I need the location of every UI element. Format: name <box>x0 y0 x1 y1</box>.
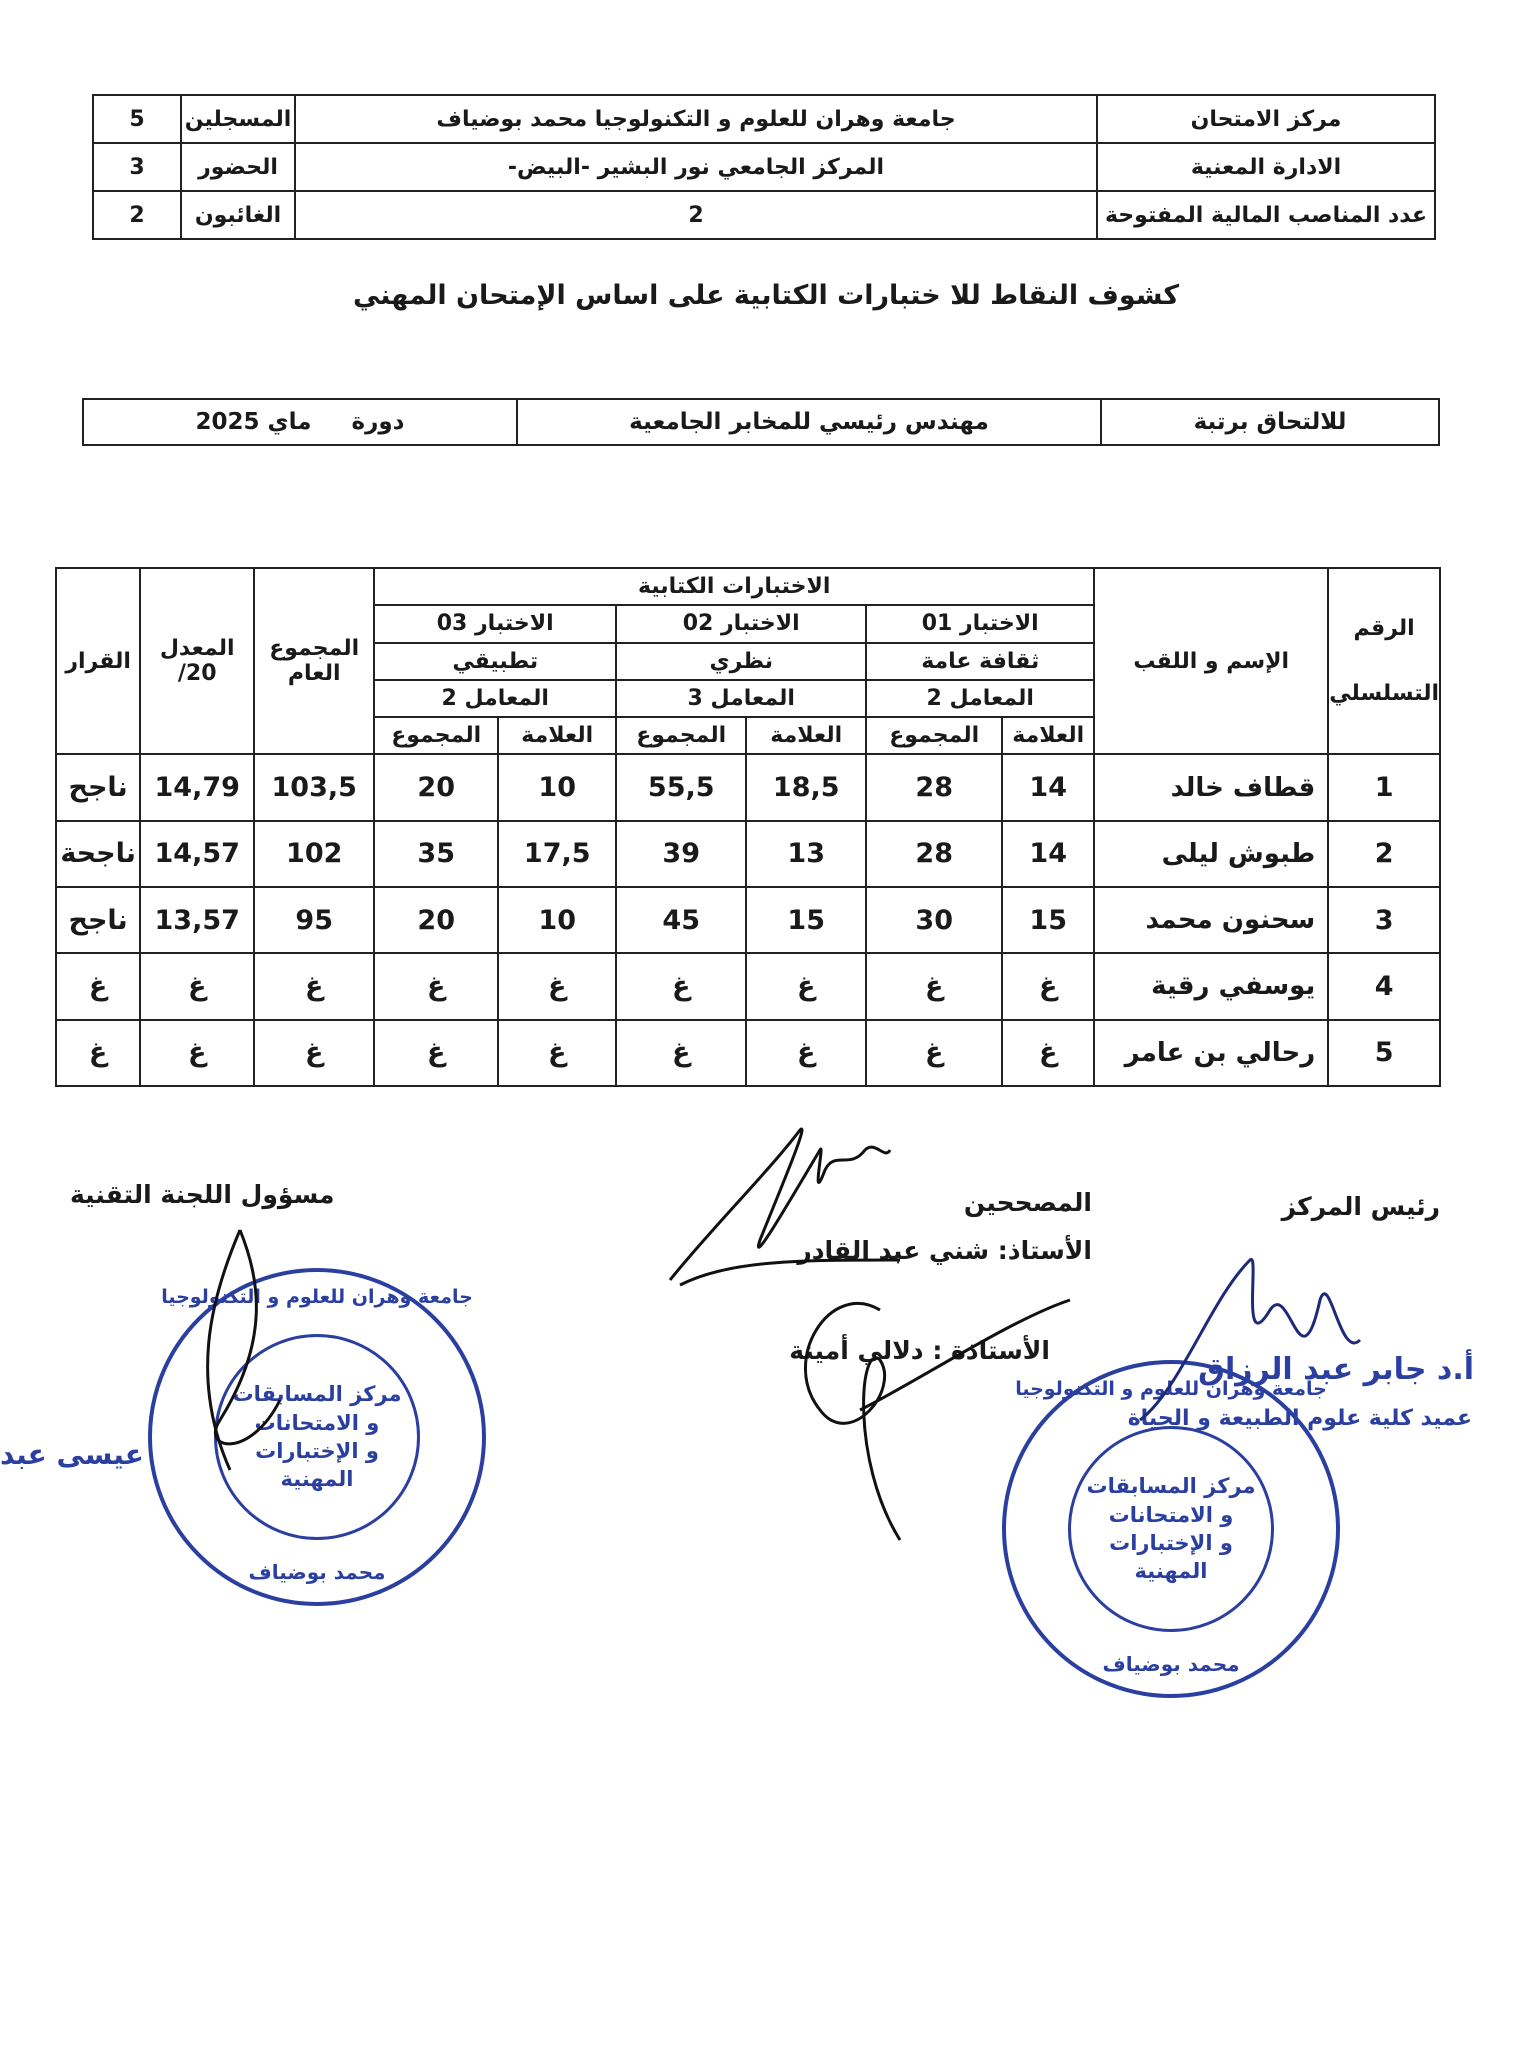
seal-line3: و الإختبارات <box>1109 1531 1233 1555</box>
table-row <box>56 953 1440 1019</box>
row-test3-mark: 10 <box>498 754 616 820</box>
row-grand-total: 103,5 <box>254 754 374 820</box>
row-grand-total: غ <box>254 953 374 1019</box>
seal-line1: مركز المسابقات <box>1086 1474 1256 1499</box>
row-name: قطاف خالد <box>1094 754 1328 820</box>
row-test2-total: 55,5 <box>616 754 746 820</box>
row-decision: غ <box>56 1020 140 1086</box>
seal-line4: المهنية <box>1134 1559 1208 1584</box>
test1-subject: ثقافة عامة <box>866 643 1094 680</box>
seal-line4: المهنية <box>280 1467 354 1492</box>
corrector2-name: الأستاذة : دلالي أمينة <box>789 1336 1050 1365</box>
row-test3-total: غ <box>374 953 498 1019</box>
serial-header <box>1328 568 1440 754</box>
row-test2-mark: غ <box>746 1020 866 1086</box>
session-value: ماي 2025 <box>195 409 312 435</box>
row-test2-total: 39 <box>616 821 746 887</box>
serial-header-line2: التسلسلي <box>1329 681 1439 707</box>
seal-line3: و الإختبارات <box>255 1439 379 1463</box>
row-test3-mark: 17,5 <box>498 821 616 887</box>
row-grand-total: 95 <box>254 887 374 953</box>
row-test3-total: 35 <box>374 821 498 887</box>
grade-table <box>82 398 1440 446</box>
average-header-line1: المعدل <box>159 636 235 662</box>
test2-mark-header: العلامة <box>746 717 866 754</box>
center-head-label: رئيس المركز <box>1281 1192 1440 1221</box>
test3-subject: تطبيقي <box>374 643 616 680</box>
grade-value: مهندس رئيسي للمخابر الجامعية <box>517 399 1101 445</box>
grand-total-header-line1: المجموع <box>269 636 360 662</box>
signature-corrector2 <box>760 1240 1080 1570</box>
average-header-line2: 20/ <box>177 661 217 687</box>
seal-line1: مركز المسابقات <box>232 1382 402 1407</box>
row-test1-mark: 14 <box>1002 754 1094 820</box>
row-test2-total: غ <box>616 953 746 1019</box>
row-decision: غ <box>56 953 140 1019</box>
row-average: 13,57 <box>140 887 254 953</box>
row-test3-mark: 10 <box>498 887 616 953</box>
registered-value: 5 <box>93 95 181 143</box>
row-test3-total: 20 <box>374 754 498 820</box>
present-label: الحضور <box>181 143 295 191</box>
table-row <box>56 754 1440 820</box>
row-serial: 2 <box>1328 821 1440 887</box>
signature-center-head <box>1120 1240 1380 1440</box>
row-test3-total: غ <box>374 1020 498 1086</box>
row-name: سحنون محمد <box>1094 887 1328 953</box>
registered-label: المسجلين <box>181 95 295 143</box>
row-test2-mark: غ <box>746 953 866 1019</box>
test3-total-header: المجموع <box>374 717 498 754</box>
row-serial: 5 <box>1328 1020 1440 1086</box>
test3-mark-header: العلامة <box>498 717 616 754</box>
row-average: 14,57 <box>140 821 254 887</box>
results-table <box>55 567 1441 1087</box>
row-test2-total: 45 <box>616 887 746 953</box>
row-test1-mark: 14 <box>1002 821 1094 887</box>
positions-value: 2 <box>295 191 1097 239</box>
table-row <box>56 887 1440 953</box>
row-test3-mark: غ <box>498 953 616 1019</box>
row-serial: 3 <box>1328 887 1440 953</box>
correctors-label: المصححين <box>963 1188 1092 1217</box>
row-test2-mark: 13 <box>746 821 866 887</box>
table-row <box>56 1020 1440 1086</box>
info-row-admin <box>93 143 1435 191</box>
row-test1-mark: غ <box>1002 953 1094 1019</box>
test3-header: الاختبار 03 <box>374 605 616 642</box>
absent-label: الغائبون <box>181 191 295 239</box>
row-serial: 4 <box>1328 953 1440 1019</box>
exam-center-value: جامعة وهران للعلوم و التكنولوجيا محمد بوضياف <box>295 95 1097 143</box>
row-name: يوسفي رقية <box>1094 953 1328 1019</box>
decision-header: القرار <box>56 568 140 754</box>
grade-label: للالتحاق برتبة <box>1101 399 1439 445</box>
row-test1-total: 28 <box>866 821 1002 887</box>
seal-rim-bottom: محمد بوضياف <box>248 1560 386 1584</box>
row-test2-mark: 18,5 <box>746 754 866 820</box>
row-average: غ <box>140 953 254 1019</box>
seal-inner-ring <box>1068 1426 1274 1632</box>
document-title: كشوف النقاط للا ختبارات الكتابية على اساس الإمتحان المهني <box>352 280 1180 311</box>
row-test1-total: غ <box>866 953 1002 1019</box>
session-label: دورة <box>351 409 405 435</box>
test3-coef: المعامل 2 <box>374 680 616 717</box>
stamp-text-left: عيسى عبد <box>0 1438 144 1471</box>
row-test1-total: غ <box>866 1020 1002 1086</box>
seal-line2: و الامتحانات <box>254 1410 380 1435</box>
info-row-center <box>93 95 1435 143</box>
exam-info-table <box>92 94 1436 240</box>
row-decision: ناجحة <box>56 821 140 887</box>
signature-technical-committee <box>150 1220 310 1480</box>
present-value: 3 <box>93 143 181 191</box>
test1-total-header: المجموع <box>866 717 1002 754</box>
test2-subject: نظري <box>616 643 866 680</box>
table-row <box>56 821 1440 887</box>
row-test1-total: 28 <box>866 754 1002 820</box>
positions-label: عدد المناصب المالية المفتوحة <box>1097 191 1435 239</box>
serial-header-line1: الرقم <box>1353 616 1415 642</box>
row-test1-total: 30 <box>866 887 1002 953</box>
test1-header: الاختبار 01 <box>866 605 1094 642</box>
row-test1-mark: غ <box>1002 1020 1094 1086</box>
row-decision: ناجح <box>56 754 140 820</box>
stamp-text-right-1: أ.د جابر عبد الرزاق <box>1198 1352 1474 1387</box>
written-tests-header: الاختبارات الكتابية <box>374 568 1094 605</box>
row-test2-total: غ <box>616 1020 746 1086</box>
info-row-positions <box>93 191 1435 239</box>
corrector1-name: الأستاذ: شني عبد القادر <box>797 1236 1092 1265</box>
test1-mark-header: العلامة <box>1002 717 1094 754</box>
row-test1-mark: 15 <box>1002 887 1094 953</box>
name-header: الإسم و اللقب <box>1094 568 1328 754</box>
admin-label: الادارة المعنية <box>1097 143 1435 191</box>
absent-value: 2 <box>93 191 181 239</box>
row-test3-total: 20 <box>374 887 498 953</box>
row-average: 14,79 <box>140 754 254 820</box>
row-serial: 1 <box>1328 754 1440 820</box>
row-average: غ <box>140 1020 254 1086</box>
row-name: طبوش ليلى <box>1094 821 1328 887</box>
test1-coef: المعامل 2 <box>866 680 1094 717</box>
test2-total-header: المجموع <box>616 717 746 754</box>
seal-rim-top: جامعة وهران للعلوم و التكنولوجيا <box>161 1286 473 1308</box>
admin-value: المركز الجامعي نور البشير -البيض- <box>295 143 1097 191</box>
row-test3-mark: غ <box>498 1020 616 1086</box>
average-header <box>140 568 254 754</box>
seal-rim-bottom: محمد بوضياف <box>1102 1652 1240 1676</box>
session-cell <box>83 399 517 445</box>
test2-header: الاختبار 02 <box>616 605 866 642</box>
row-test2-mark: 15 <box>746 887 866 953</box>
grand-total-header-line2: العام <box>287 661 341 687</box>
stamp-text-right-2: عميد كلية علوم الطبيعة و الحياة <box>1127 1406 1472 1431</box>
test2-coef: المعامل 3 <box>616 680 866 717</box>
seal-line2: و الامتحانات <box>1108 1502 1234 1527</box>
row-name: رحالي بن عامر <box>1094 1020 1328 1086</box>
row-grand-total: غ <box>254 1020 374 1086</box>
seal-rim-top: جامعة وهران للعلوم و التكنولوجيا <box>1015 1378 1327 1400</box>
row-grand-total: 102 <box>254 821 374 887</box>
grand-total-header <box>254 568 374 754</box>
exam-center-label: مركز الامتحان <box>1097 95 1435 143</box>
row-decision: ناجح <box>56 887 140 953</box>
technical-committee-label: مسؤول اللجنة التقنية <box>70 1180 335 1209</box>
